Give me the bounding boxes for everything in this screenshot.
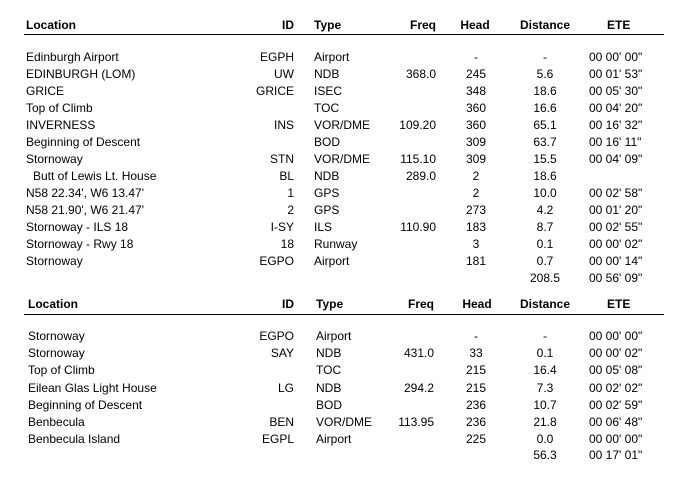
table-row <box>0 380 684 397</box>
cell-location: EDINBURGH (LOM) <box>26 67 136 81</box>
cell-distance: 4.2 <box>536 203 554 217</box>
cell-ete: 00 02' 55" <box>589 220 643 234</box>
cell-type: Airport <box>314 254 350 268</box>
cell-location: Stornoway - ILS 18 <box>26 220 129 234</box>
total-ete: 00 17' 01" <box>589 448 643 462</box>
cell-type: BOD <box>314 135 341 149</box>
cell-freq: 431.0 <box>403 346 434 361</box>
cell-ete: 00 02' 58" <box>589 186 643 200</box>
cell-head: 215 <box>465 363 487 378</box>
cell-ete: 00 00' 00" <box>589 329 643 343</box>
cell-id: 18 <box>280 237 294 251</box>
header-divider <box>24 34 664 35</box>
totals-row <box>0 447 684 464</box>
cell-distance: 0.1 <box>536 346 554 361</box>
cell-ete: 00 16' 32" <box>589 118 643 132</box>
cell-head: 236 <box>465 415 487 429</box>
cell-ete: 00 04' 20" <box>589 101 643 115</box>
cell-head: 309 <box>465 152 487 166</box>
cell-location: N58 22.34', W6 13.47' <box>26 186 144 200</box>
table-row <box>0 202 684 219</box>
cell-id: BEN <box>269 415 294 429</box>
cell-distance: 15.5 <box>533 152 557 166</box>
cell-id: EGPO <box>259 329 294 343</box>
cell-freq: 109.20 <box>399 118 436 132</box>
cell-id: BL <box>279 169 294 183</box>
cell-type: ILS <box>314 220 333 234</box>
cell-distance: 18.6 <box>533 84 557 98</box>
cell-location: GRICE <box>26 84 65 98</box>
cell-distance: 16.6 <box>533 101 557 115</box>
cell-id: INS <box>273 118 294 132</box>
header-id: ID <box>282 18 294 32</box>
cell-freq: 113.95 <box>398 415 434 429</box>
table-row <box>0 414 684 431</box>
table-row <box>0 236 684 253</box>
cell-ete: 00 00' 00" <box>589 432 643 447</box>
cell-location: Stornoway - Rwy 18 <box>26 237 134 251</box>
cell-freq: 115.10 <box>400 152 436 166</box>
cell-distance: 16.4 <box>533 363 557 378</box>
cell-distance: 21.8 <box>533 415 557 429</box>
table-row <box>0 83 684 100</box>
cell-head: 33 <box>469 346 483 361</box>
header-type: Type <box>314 18 342 32</box>
cell-id: EGPO <box>259 254 294 268</box>
table-row <box>0 151 684 168</box>
cell-ete: 00 05' 30" <box>589 84 643 98</box>
cell-type: NDB <box>314 67 340 81</box>
table-row <box>0 49 684 66</box>
table-row <box>0 397 684 414</box>
table-row <box>0 117 684 134</box>
cell-distance: - <box>543 50 547 64</box>
cell-type: NDB <box>314 169 340 183</box>
cell-id: LG <box>277 380 294 395</box>
cell-location: Top of Climb <box>28 363 95 378</box>
cell-location: Beginning of Descent <box>28 397 143 412</box>
cell-type: ISEC <box>314 84 343 98</box>
table-row <box>0 168 684 185</box>
cell-location: Benbecula Island <box>28 432 121 447</box>
cell-distance: 0.1 <box>536 237 554 251</box>
cell-type: VOR/DME <box>316 415 373 429</box>
header-type: Type <box>316 297 344 311</box>
cell-head: 360 <box>465 118 487 132</box>
header-ete: ETE <box>607 297 631 311</box>
header-location: Location <box>28 297 78 311</box>
cell-distance: 10.0 <box>533 186 557 200</box>
cell-head: - <box>474 329 478 343</box>
header-head: Head <box>460 18 490 32</box>
cell-head: 2 <box>472 186 480 200</box>
cell-head: 181 <box>465 254 487 268</box>
header-freq: Freq <box>407 297 434 311</box>
cell-location: Top of Climb <box>26 101 93 115</box>
cell-type: Airport <box>314 50 350 64</box>
cell-distance: 18.6 <box>533 169 557 183</box>
cell-type: BOD <box>316 397 343 412</box>
cell-head: 3 <box>472 237 480 251</box>
cell-freq: 110.90 <box>400 220 436 234</box>
cell-distance: 10.7 <box>533 397 557 412</box>
table-header <box>0 295 684 313</box>
cell-freq: 289.0 <box>405 169 436 183</box>
cell-distance: 7.3 <box>536 380 554 395</box>
cell-location: Edinburgh Airport <box>26 50 119 64</box>
cell-location: Stornoway <box>28 329 85 343</box>
cell-ete: 00 01' 53" <box>589 67 643 81</box>
table-row <box>0 219 684 236</box>
cell-type: Airport <box>316 329 352 343</box>
cell-head: 225 <box>465 432 487 447</box>
table-row <box>0 253 684 270</box>
cell-type: GPS <box>314 203 340 217</box>
cell-location: INVERNESS <box>26 118 96 132</box>
cell-id: SAY <box>270 346 294 361</box>
cell-head: 360 <box>465 101 487 115</box>
cell-id: 1 <box>287 186 294 200</box>
header-freq: Freq <box>409 18 436 32</box>
cell-location: Eilean Glas Light House <box>28 380 157 395</box>
table-row <box>0 345 684 362</box>
table-row <box>0 328 684 345</box>
cell-freq: 294.2 <box>403 380 434 395</box>
cell-type: GPS <box>314 186 340 200</box>
header-location: Location <box>26 18 76 32</box>
cell-distance: 0.7 <box>536 254 554 268</box>
cell-location: Beginning of Descent <box>26 135 141 149</box>
cell-type: TOC <box>314 101 340 115</box>
table-row <box>0 134 684 151</box>
cell-id: EGPL <box>261 432 294 447</box>
cell-distance: 63.7 <box>533 135 557 149</box>
table-row <box>0 185 684 202</box>
cell-distance: - <box>543 329 547 343</box>
header-divider <box>24 314 664 315</box>
table-row <box>0 66 684 83</box>
cell-location: N58 21.90', W6 21.47' <box>26 203 144 217</box>
cell-distance: 65.1 <box>533 118 557 132</box>
cell-head: 215 <box>465 380 487 395</box>
cell-distance: 0.0 <box>536 432 554 447</box>
cell-head: - <box>474 50 478 64</box>
header-head: Head <box>462 297 492 311</box>
header-distance: Distance <box>519 297 571 311</box>
cell-ete: 00 04' 09" <box>589 152 643 166</box>
cell-ete: 00 05' 08" <box>589 363 643 378</box>
cell-head: 183 <box>465 220 487 234</box>
table-row <box>0 431 684 448</box>
cell-location: Stornoway <box>26 254 83 268</box>
cell-id: 2 <box>287 203 294 217</box>
cell-ete: 00 16' 11" <box>589 135 642 149</box>
cell-type: TOC <box>316 363 342 378</box>
cell-head: 348 <box>465 84 487 98</box>
total-distance: 56.3 <box>533 448 557 462</box>
cell-type: VOR/DME <box>314 152 371 166</box>
cell-head: 309 <box>465 135 487 149</box>
cell-id: UW <box>274 67 294 81</box>
totals-row <box>0 270 684 287</box>
cell-id: I-SY <box>270 220 294 234</box>
cell-id: EGPH <box>259 50 294 64</box>
cell-ete: 00 02' 59" <box>589 397 643 412</box>
cell-ete: 00 00' 02" <box>589 237 643 251</box>
header-id: ID <box>282 297 294 311</box>
cell-head: 273 <box>465 203 487 217</box>
cell-location: Butt of Lewis Lt. House <box>33 169 157 183</box>
cell-ete: 00 00' 00" <box>589 50 643 64</box>
table-header <box>0 16 684 34</box>
cell-location: Benbecula <box>28 415 85 429</box>
cell-type: Airport <box>316 432 352 447</box>
header-distance: Distance <box>519 18 571 32</box>
cell-location: Stornoway <box>28 346 85 361</box>
cell-ete: 00 02' 02" <box>589 380 643 395</box>
cell-head: 236 <box>465 397 487 412</box>
cell-distance: 8.7 <box>536 220 554 234</box>
cell-ete: 00 01' 20" <box>589 203 643 217</box>
header-ete: ETE <box>607 18 631 32</box>
cell-ete: 00 06' 48" <box>589 415 643 429</box>
table-row <box>0 100 684 117</box>
cell-type: NDB <box>316 380 342 395</box>
cell-head: 2 <box>472 169 480 183</box>
cell-id: STN <box>270 152 294 166</box>
cell-type: VOR/DME <box>314 118 371 132</box>
cell-type: Runway <box>314 237 358 251</box>
table-row <box>0 362 684 379</box>
cell-id: GRICE <box>255 84 294 98</box>
total-distance: 208.5 <box>529 271 561 285</box>
cell-type: NDB <box>316 346 342 361</box>
cell-head: 245 <box>465 67 487 81</box>
total-ete: 00 56' 09" <box>589 271 643 285</box>
cell-location: Stornoway <box>26 152 83 166</box>
cell-ete: 00 00' 02" <box>589 346 643 361</box>
cell-freq: 368.0 <box>405 67 436 81</box>
cell-distance: 5.6 <box>536 67 554 81</box>
cell-ete: 00 00' 14" <box>589 254 643 268</box>
